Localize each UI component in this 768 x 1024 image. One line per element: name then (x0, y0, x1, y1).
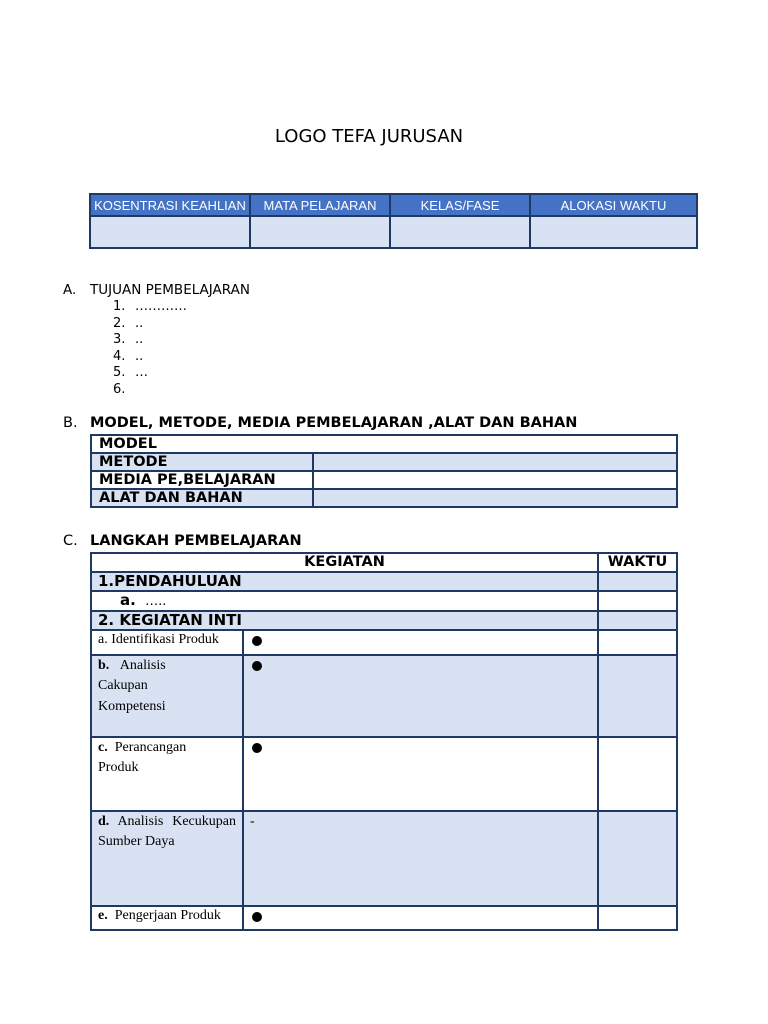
step-c-content[interactable] (243, 737, 598, 811)
waktu-cell[interactable] (598, 572, 677, 591)
cell-mata-pelajaran[interactable] (250, 216, 390, 248)
step-d-content[interactable]: - (243, 811, 598, 906)
section-c-letter: C. (63, 533, 78, 549)
step-a-content[interactable] (243, 630, 598, 655)
page-title: LOGO TEFA JURUSAN (274, 126, 464, 147)
bullet-icon (252, 636, 262, 646)
table-row (91, 737, 677, 811)
table-row (91, 811, 677, 906)
section-c-heading (63, 533, 302, 549)
cell-alokasi-waktu[interactable] (530, 216, 697, 248)
section-c-title: LANGKAH PEMBELAJARAN (90, 533, 302, 549)
section-b-title: MODEL, METODE, MEDIA PEMBELAJARAN ,ALAT DAN BAHAN (90, 415, 578, 431)
row-label-metode: METODE (91, 453, 313, 471)
model-table (90, 434, 678, 508)
step-a-label: a. Identifikasi Produk (91, 630, 243, 655)
row-label-media: MEDIA PE,BELAJARAN (91, 471, 313, 489)
bullet-icon (252, 661, 262, 671)
column-waktu: WAKTU (598, 553, 677, 572)
header-kelas-fase: KELAS/FASE (390, 194, 530, 216)
section-a-title: TUJUAN PEMBELAJARAN (90, 282, 250, 298)
list-item: 5. … (113, 365, 148, 380)
step-b-content[interactable] (243, 655, 598, 737)
row-label-model: MODEL (91, 435, 677, 453)
cell-metode-value[interactable] (313, 453, 677, 471)
step-d-label: d. Analisis Kecukupan Sumber Daya (91, 811, 243, 906)
waktu-cell[interactable] (598, 811, 677, 906)
table-row (91, 553, 677, 572)
list-item: 2. .. (113, 315, 144, 331)
waktu-cell[interactable] (598, 591, 677, 611)
identity-table (89, 193, 698, 249)
pendahuluan-a: a. ….. (91, 591, 598, 611)
kegiatan-inti-heading: 2. KEGIATAN INTI (91, 611, 598, 630)
cell-alat-bahan-value[interactable] (313, 489, 677, 507)
table-row (91, 572, 677, 591)
section-a-heading (63, 282, 250, 298)
section-b-heading (63, 415, 577, 431)
cell-kosentrasi[interactable] (90, 216, 250, 248)
table-row (91, 611, 677, 630)
step-c-label: c. Perancangan Produk (91, 737, 243, 811)
waktu-cell[interactable] (598, 611, 677, 630)
step-e-label: e. Pengerjaan Produk (91, 906, 243, 931)
table-row (91, 655, 677, 737)
waktu-cell[interactable] (598, 737, 677, 811)
cell-kelas-fase[interactable] (390, 216, 530, 248)
bullet-icon (252, 912, 262, 922)
cell-media-value[interactable] (313, 471, 677, 489)
header-alokasi-waktu: ALOKASI WAKTU (530, 194, 697, 216)
table-row (91, 630, 677, 655)
table-row (91, 435, 677, 453)
column-kegiatan: KEGIATAN (91, 553, 598, 572)
table-row (91, 489, 677, 507)
step-e-content[interactable] (243, 906, 598, 931)
row-label-alat-bahan: ALAT DAN BAHAN (91, 489, 313, 507)
waktu-cell[interactable] (598, 906, 677, 931)
list-item: 6. (113, 381, 126, 397)
table-row (91, 591, 677, 611)
table-row (91, 453, 677, 471)
section-a-letter: A. (63, 282, 77, 298)
list-item: 3. .. (113, 332, 144, 347)
header-mata-pelajaran: MATA PELAJARAN (250, 194, 390, 216)
bullet-icon (252, 743, 262, 753)
objectives-list (113, 299, 187, 398)
header-kosentrasi: KOSENTRASI KEAHLIAN (90, 194, 250, 216)
step-b-label: b. Analisis Cakupan Kompetensi (91, 655, 243, 737)
waktu-cell[interactable] (598, 630, 677, 655)
waktu-cell[interactable] (598, 655, 677, 737)
list-item: 1. ………… (113, 299, 187, 314)
table-row (91, 471, 677, 489)
section-b-letter: B. (63, 415, 78, 431)
pendahuluan-heading: 1.PENDAHULUAN (91, 572, 598, 591)
list-item: 4. .. (113, 348, 144, 364)
table-row (91, 906, 677, 931)
steps-table (90, 552, 678, 931)
